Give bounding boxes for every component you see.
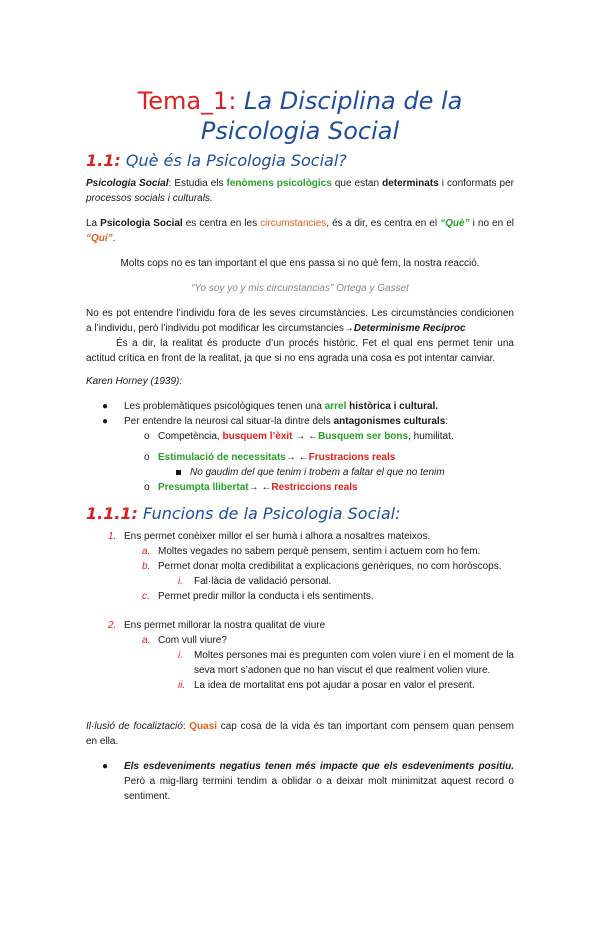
list-item [86, 414, 514, 429]
list-letter: a. [142, 635, 151, 646]
text: que estan [331, 178, 383, 189]
text: Permet donar molta credibilitat a explicacions genèriques, no com horòscops. [158, 561, 502, 572]
bullet-icon: ● [102, 761, 109, 772]
text: . [112, 233, 116, 244]
italic-text: Il·lusió de focaliztació [86, 721, 183, 732]
list-roman: i. [178, 576, 183, 587]
circle-bullet-icon: o [144, 431, 150, 442]
section-number: 1.1: [86, 151, 121, 170]
text: Com vull viure? [158, 635, 227, 646]
highlight: Restriccions reals [271, 482, 358, 493]
highlight: “Qui” [86, 233, 113, 244]
square-bullet-icon [176, 465, 181, 480]
list-events [86, 759, 514, 804]
list-item [86, 450, 514, 465]
text: Fal·làcia de validació personal. [194, 576, 332, 587]
list-roman: ii. [178, 680, 186, 691]
text: : [445, 416, 449, 427]
list-item [86, 465, 514, 480]
arrows: → ← [248, 482, 272, 493]
highlight: “Què” [440, 218, 470, 229]
text: , humilitat. [408, 431, 454, 442]
section-title: Funcions de la Psicologia Social: [143, 504, 401, 523]
text: cap cosa de la vida és tan important com pensem quan pensem en ella. [86, 721, 515, 747]
paragraph-reaction: Molts cops no es tan important el que ens passa si no què fem, la nostra reacció. [120, 258, 480, 269]
list-item [86, 574, 514, 589]
list-item [86, 559, 514, 574]
text: i conformats per [438, 178, 514, 189]
paragraph-determinism [86, 306, 514, 336]
list-item [86, 633, 514, 648]
text: Competència, [158, 431, 223, 442]
bold-text: històrica i cultural. [346, 401, 439, 412]
highlight: busquem l’èxit [222, 431, 293, 442]
text: La idea de mortalitat ens pot ajudar a posar en valor el present. [194, 680, 475, 691]
italic-text: processos socials i culturals. [86, 193, 213, 204]
bold-text: antagonismes culturals [333, 416, 446, 427]
highlight: arrel [324, 401, 347, 412]
bullet-icon: ● [102, 416, 109, 427]
list-letter: b. [142, 561, 151, 572]
highlight: Quasi [189, 721, 218, 732]
list-item [86, 678, 514, 693]
highlight: Estimulació de necessitats [158, 452, 286, 463]
list-item [86, 399, 514, 414]
text: Les problemàtiques psicològiques tenen una [124, 401, 325, 412]
bold-text: Els esdeveniments negatius tenen més impacte que els esdeveniments positiu. [124, 761, 514, 772]
paragraph-definition [86, 176, 514, 206]
paragraph-focus [86, 216, 514, 246]
arrows: → ← [285, 452, 309, 463]
section-number: 1.1.1: [86, 504, 138, 523]
text: Però a mig-llarg termini tendim a oblidar o a deixar molt minimitzat aquest record o sentiment. [124, 776, 514, 802]
text: La [86, 218, 101, 229]
list-functions [86, 529, 514, 693]
list-item [86, 589, 514, 604]
highlight: Busquem ser bons [318, 431, 409, 442]
text: : Estudia els [168, 178, 227, 189]
list-item [86, 529, 514, 544]
section-heading-1-1-1 [86, 503, 514, 525]
paragraph-focalization [86, 719, 514, 749]
highlight: Frustracions reals [308, 452, 396, 463]
text: es centra en les [182, 218, 261, 229]
title-prefix: Tema_1: [137, 87, 237, 115]
text: Moltes persones mai es pregunten com volen viure i en el moment de la seva mort s’adonen que no han viscut el que realment volien viure. [194, 650, 514, 676]
circle-bullet-icon: o [144, 482, 150, 493]
list-item [86, 544, 514, 559]
text: No es pot entendre l’individu fora de les seves circumstàncies. Les circumstàncies condicionen a l’individu, però l’individu pot modificar les circumstancies→ [86, 308, 514, 334]
list-item [86, 429, 514, 444]
list-number: 2. [108, 620, 117, 631]
text: Permet predir millor la conducta i els sentiments. [158, 591, 374, 602]
text: No gaudim del que tenim i trobem a faltar el que no tenim [190, 467, 445, 478]
bold-text: determinats [382, 178, 439, 189]
term: Psicologia Social [86, 178, 169, 189]
paragraph-reality: És a dir, la realitat és producte d’un procés històric. Fet el qual ens permet tenir una actitud crítica en front de la realitat, ja que si no ens agrada una cosa es pot intentar canviar. [86, 338, 514, 364]
list-item [86, 648, 514, 678]
list-horney [86, 399, 514, 495]
list-roman: i. [178, 650, 183, 661]
list-item [86, 480, 514, 495]
text: Ens permet millorar la nostra qualitat de viure [124, 620, 326, 631]
list-item [86, 759, 514, 804]
text: : [182, 721, 190, 732]
text: Ens permet conèixer millor el ser humà i alhora a nosaltres mateixos. [124, 531, 431, 542]
bold-text: Determinisme Recíproc [353, 323, 466, 334]
title-text: La Disciplina de la Psicologia Social [200, 87, 463, 145]
list-letter: c. [142, 591, 150, 602]
document-page [0, 86, 600, 934]
bullet-icon: ● [102, 401, 109, 412]
bold-text: Psicologia Social [100, 218, 183, 229]
text: , és a dir, es centra en el [326, 218, 441, 229]
text: Per entendre la neurosi cal situar-la dintre dels [124, 416, 334, 427]
karen-horney: Karen Horney (1939): [86, 376, 183, 387]
section-heading-1-1 [86, 150, 514, 172]
text: Moltes vegades no sabem perquè pensem, sentim i actuem com ho fem. [158, 546, 481, 557]
highlight: Presumpta llibertat [158, 482, 249, 493]
list-letter: a. [142, 546, 151, 557]
circle-bullet-icon: o [144, 452, 150, 463]
arrows: → ← [292, 431, 319, 442]
text: i no en el [469, 218, 514, 229]
highlight: fenòmens psicològics [226, 178, 332, 189]
page-title [86, 86, 514, 146]
highlight: circumstancies [260, 218, 327, 229]
quote: “Yo soy yo y mis circunstancias” Ortega y Gasset [191, 283, 409, 294]
list-item [86, 618, 514, 633]
section-title: Què és la Psicologia Social? [125, 151, 347, 170]
list-number: 1. [108, 531, 117, 542]
